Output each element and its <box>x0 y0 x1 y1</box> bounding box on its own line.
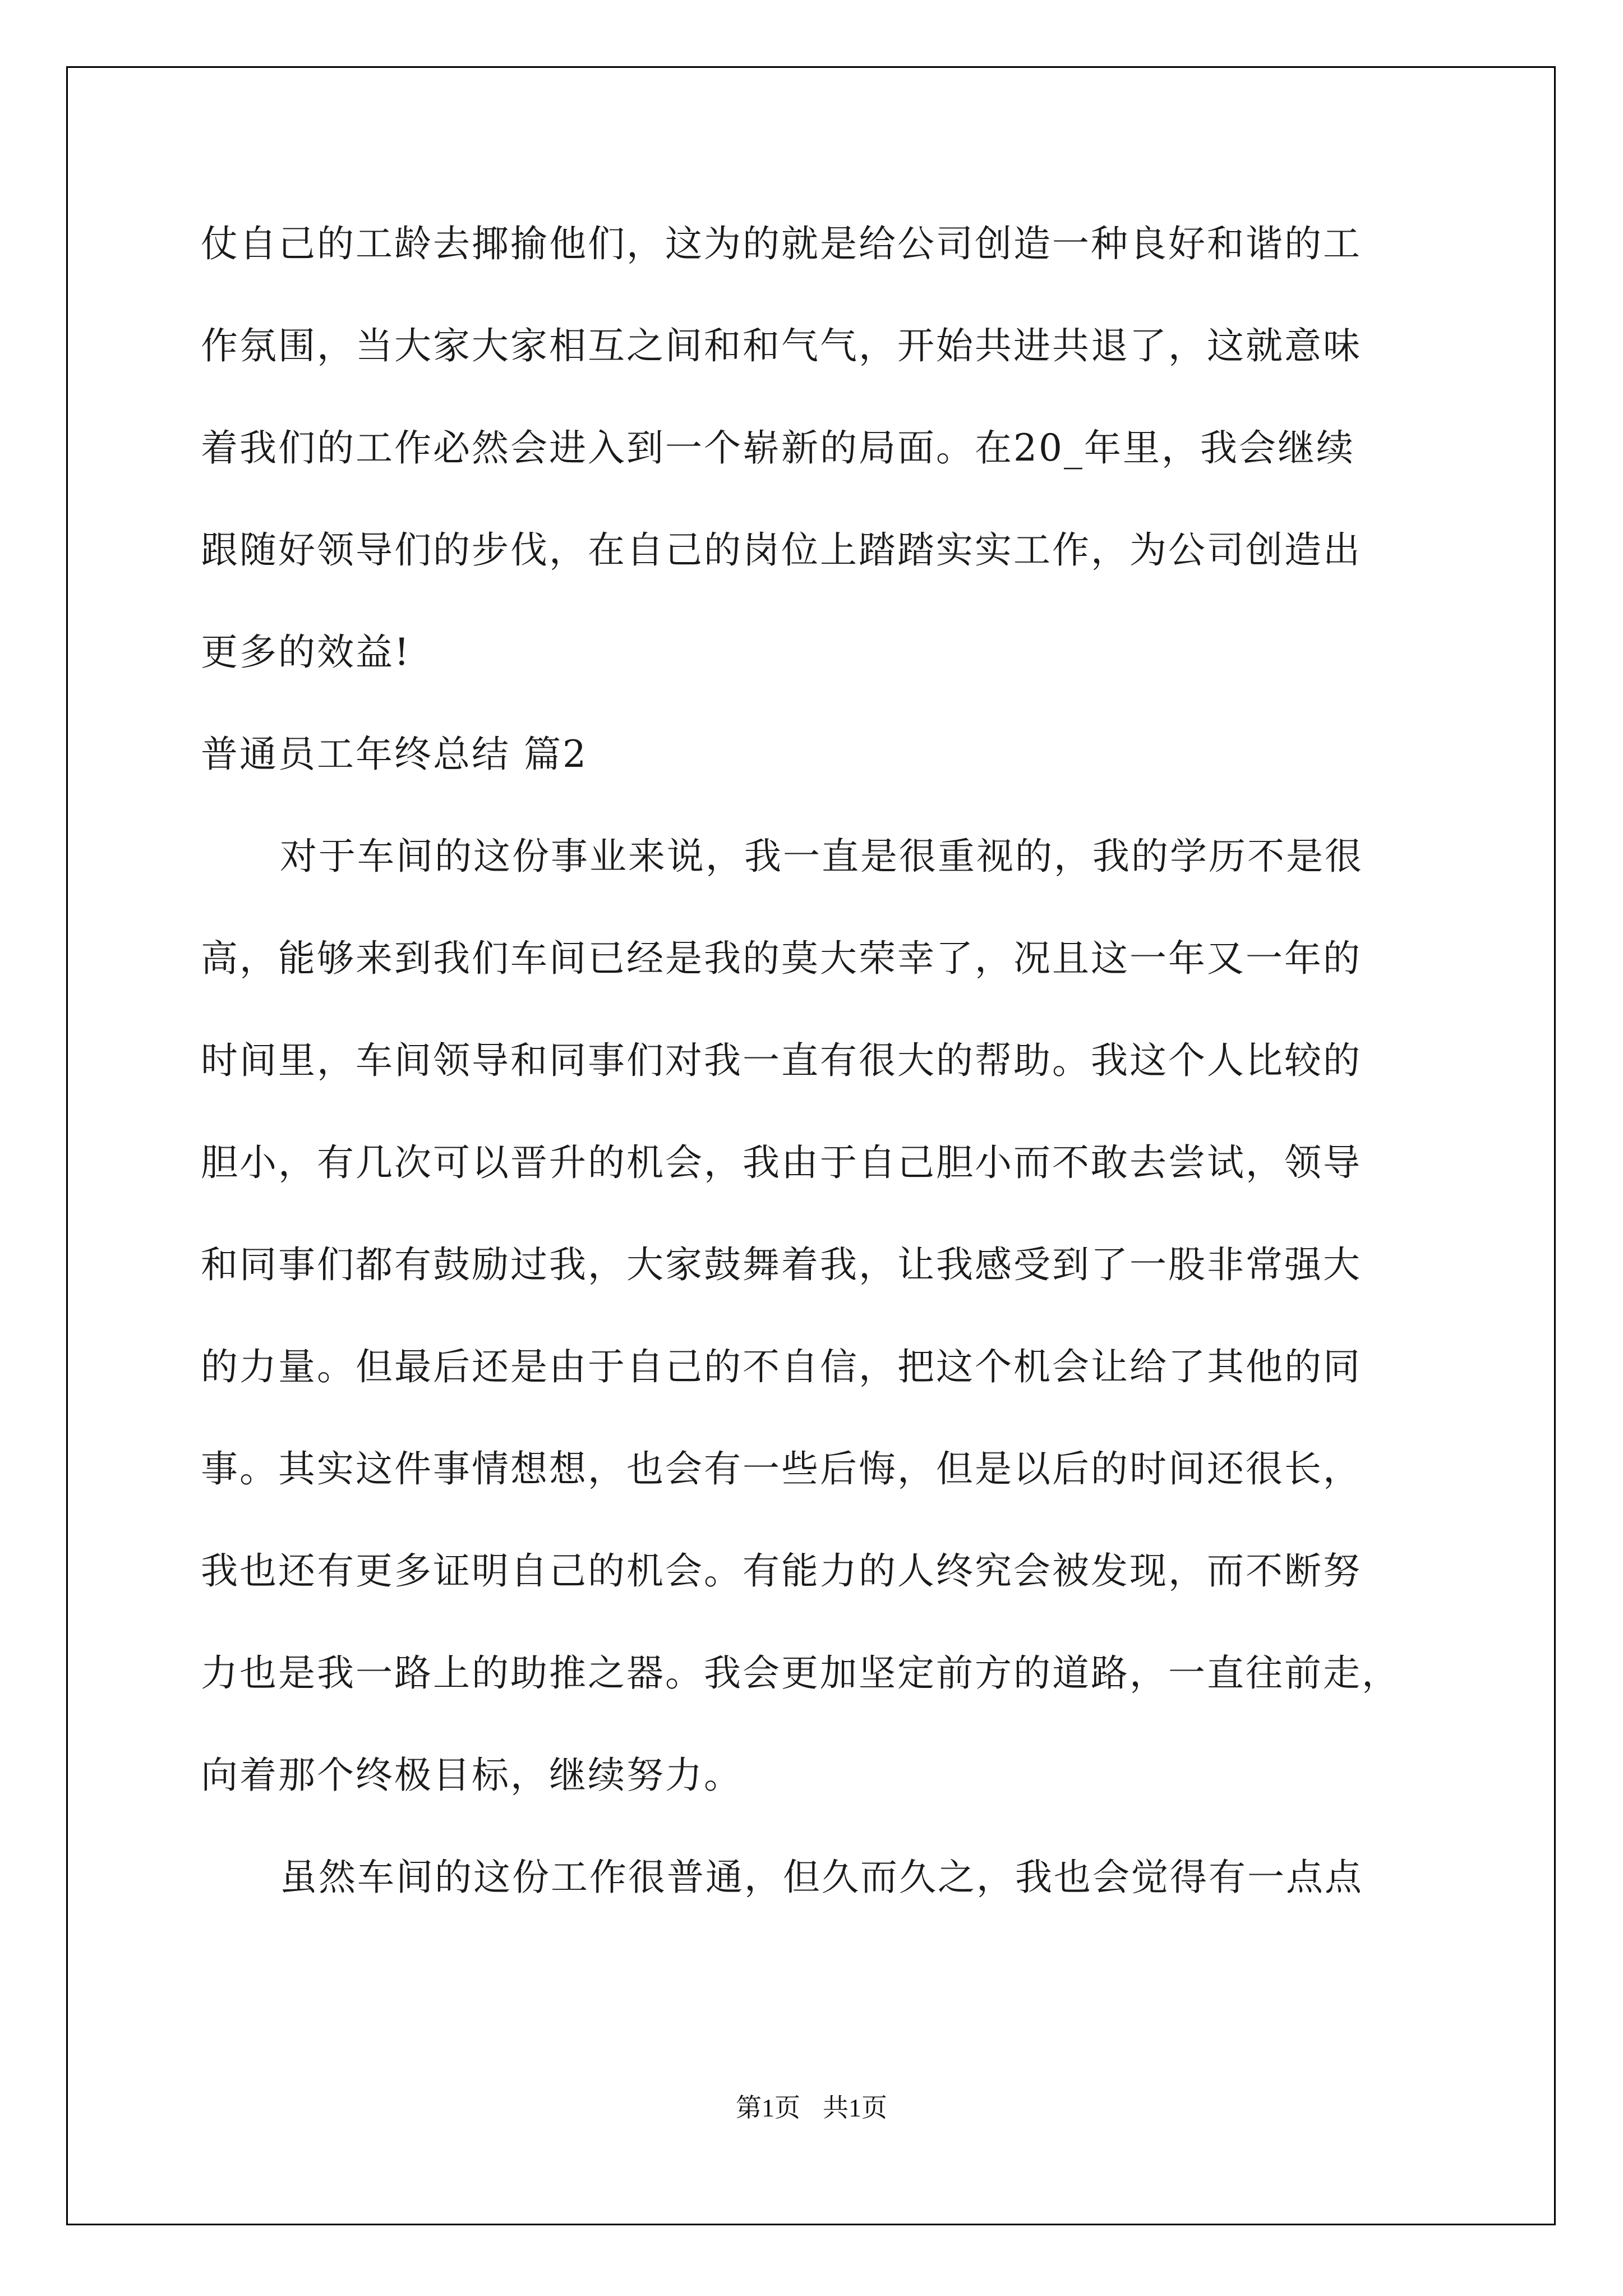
section-heading: 普通员工年终总结 篇2 <box>201 733 588 776</box>
text-line: 向着那个终极目标，继续努力。 <box>201 1754 743 1797</box>
text-line: 的力量。但最后还是由于自己的不自信，把这个机会让给了其他的同 <box>201 1345 1362 1388</box>
page-total: 共1页 <box>823 2093 887 2122</box>
text-line: 事。其实这件事情想想，也会有一些后悔，但是以后的时间还很长， <box>201 1447 1362 1490</box>
text-line: 力也是我一路上的助推之器。我会更加坚定前方的道路，一直往前走， <box>201 1651 1400 1695</box>
text-line: 高，能够来到我们车间已经是我的莫大荣幸了，况且这一年又一年的 <box>201 937 1362 980</box>
paragraph-first-line: 对于车间的这份事业来说，我一直是很重视的，我的学历不是很 <box>280 835 1363 878</box>
page-footer <box>0 2091 1623 2125</box>
text-line: 我也还有更多证明自己的机会。有能力的人终究会被发现，而不断努 <box>201 1549 1362 1593</box>
text-line: 跟随好领导们的步伐，在自己的岗位上踏踏实实工作，为公司创造出 <box>201 528 1362 572</box>
text-line: 仗自己的工龄去揶揄他们，这为的就是给公司创造一种良好和谐的工 <box>201 222 1362 265</box>
paragraph-first-line: 虽然车间的这份工作很普通，但久而久之，我也会觉得有一点点 <box>280 1856 1363 1899</box>
text-line: 着我们的工作必然会进入到一个崭新的局面。在20_年里，我会继续 <box>201 426 1355 470</box>
text-line: 和同事们都有鼓励过我，大家鼓舞着我，让我感受到了一股非常强大 <box>201 1243 1362 1286</box>
text-line: 更多的效益! <box>201 631 411 674</box>
text-line: 作氛围，当大家大家相互之间和和气气，开始共进共退了，这就意味 <box>201 324 1362 367</box>
text-line: 胆小，有几次可以晋升的机会，我由于自己胆小而不敢去尝试，领导 <box>201 1141 1362 1184</box>
text-line: 时间里，车间领导和同事们对我一直有很大的帮助。我这个人比较的 <box>201 1039 1362 1082</box>
page-number: 第1页 <box>736 2093 800 2122</box>
